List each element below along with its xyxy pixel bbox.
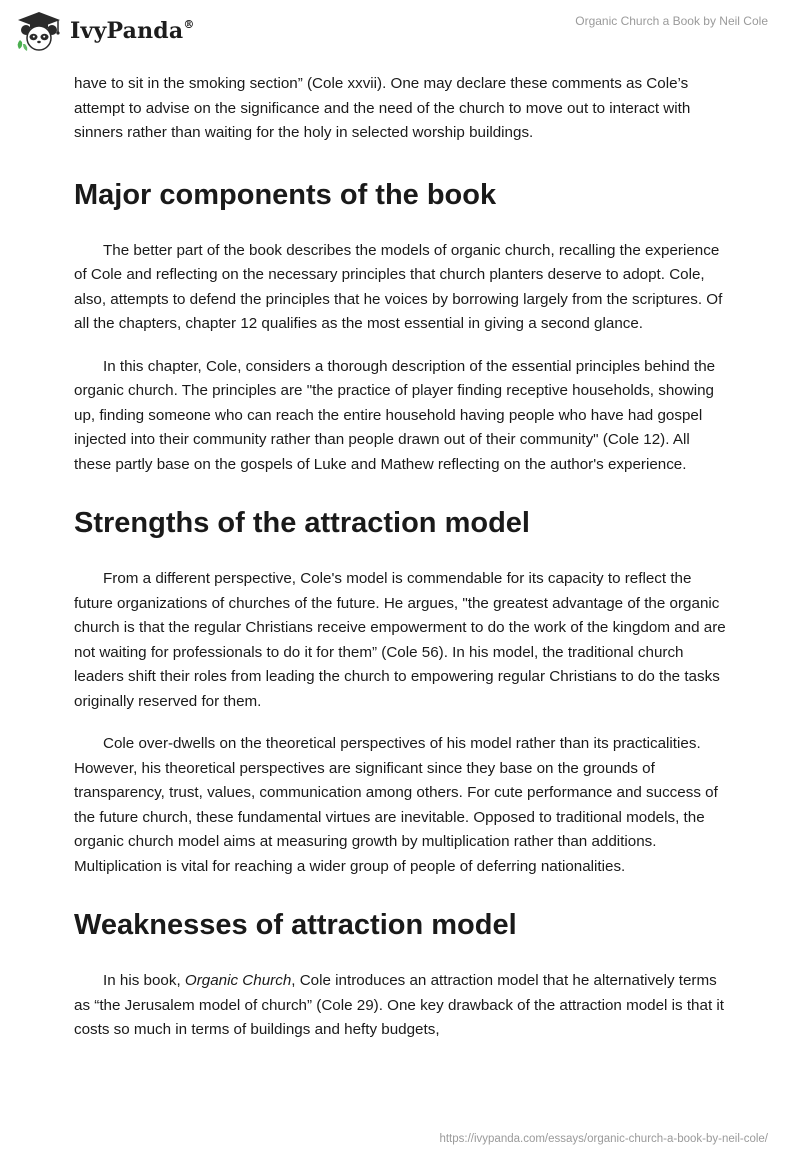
section-heading-major-components: Major components of the book: [74, 178, 497, 211]
document-title: Organic Church a Book by Neil Cole: [575, 14, 768, 28]
logo-wordmark: IvyPanda®: [70, 17, 195, 44]
section-heading-weaknesses: Weaknesses of attraction model: [74, 909, 517, 941]
paragraph: From a different perspective, Cole's model is commendable for its capacity to reflect the future organizations of churches of the future. He argues, "the greatest advantage of the organic church is that the regular Christians receive empowerment to do the work of the kingdom and are not waiting for professionals to do it for them” (Cole 56). In his model, the traditional church leaders shift their roles from leading the church to empowering regular Christians to do the tasks originally reserved for them.: [74, 570, 726, 710]
paragraph: The better part of the book describes the models of organic church, recalling the experience of Cole and reflecting on the necessary principles that church planters deserve to adopt. Cole, also, attempts to defend the principles that he voices by borrowing largely from the scriptures. Of all the chapters, chapter 12 qualifies as the most essential in giving a second glance.: [74, 241, 723, 332]
page-header: [0, 0, 800, 64]
paragraph: Cole over-dwells on the theoretical perspectives of his model rather than its practicalities. However, his theoretical perspectives are significant since they base on the grounds of transparency, trust, values, communication among others. For cute performance and success of the future church, these fundamental virtues are inevitable. Opposed to traditional models, the organic church model aims at measuring growth by multiplication rather than additions. Multiplication is vital for reaching a wider group of people of deferring nationalities.: [74, 735, 718, 875]
section-heading-strengths: Strengths of the attraction model: [74, 507, 530, 539]
paragraph: In this chapter, Cole, considers a thorough description of the essential principles behind the organic church. The principles are "the practice of player finding receptive households, showing up, finding someone who can reach the entire household having people who have had gospel injected into their community rather than people drawn out of their community" (Cole 12). All these partly base on the gospels of Luke and Mathew reflecting on the author's experience.: [74, 357, 716, 473]
intro-paragraph: have to sit in the smoking section” (Cole xxvii). One may declare these comments as Cole’s attempt to advise on the significance and the need of the church to move out to interact with sinners rather than waiting for the holy in selected worship buildings.: [74, 75, 691, 141]
ivypanda-logo[interactable]: [14, 10, 195, 52]
source-url[interactable]: https://ivypanda.com/essays/organic-church-a-book-by-neil-cole/: [439, 1133, 768, 1145]
book-title: Organic Church: [184, 972, 292, 989]
panda-graduate-icon: [14, 10, 64, 52]
essay-body: [74, 72, 726, 1043]
paragraph: In his book, Organic Church, Cole introduces an attraction model that he alternatively terms as “the Jerusalem model of church” (Cole 29). One key drawback of the attraction model is that it costs so much in terms of buildings and hefty budgets,: [74, 972, 724, 1038]
